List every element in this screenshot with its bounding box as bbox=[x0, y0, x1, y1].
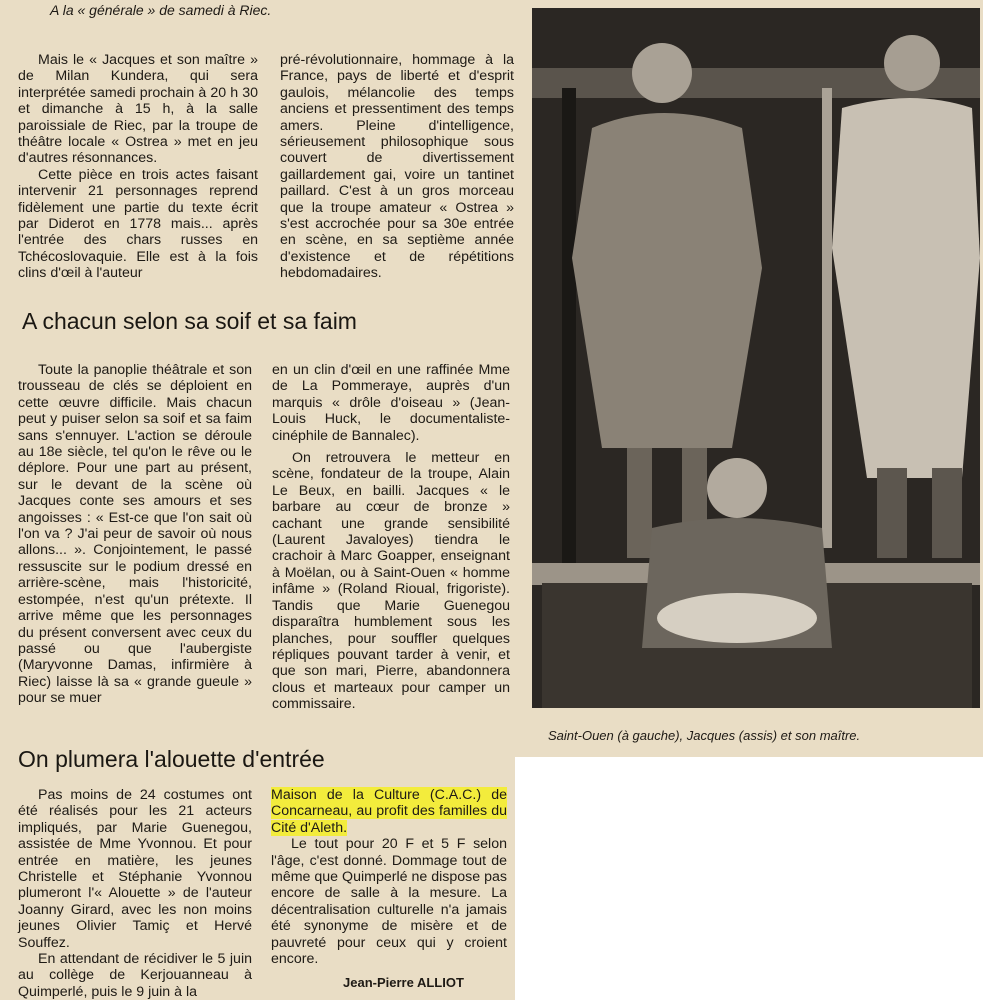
paragraph: Mais le « Jacques et son maître » de Milan Kundera, qui sera interprétée samedi prochain à 20 h 30 et dimanche à 15 h, à la salle paroissiale de Riec, par la troupe de théâtre locale « Ostrea » met en jeu d'autres résonnances. bbox=[18, 52, 258, 167]
paragraph: Le tout pour 20 F et 5 F selon l'âge, c'est donné. Dommage tout de même que Quimperlé ne dispose pas encore de salle à la mesure. La décentralisation culturelle n'a jamais été synonyme de misère et de pauvreté pour ceux qui y croient encore. bbox=[271, 836, 507, 968]
section-heading-2: On plumera l'alouette d'entrée bbox=[18, 746, 325, 772]
section1-column-left bbox=[18, 362, 252, 707]
highlighted-text: Maison de la Culture (C.A.C.) de Concarneau, au profit des familles du Cité d'Aleth. bbox=[271, 787, 507, 836]
photo-caption: Saint-Ouen (à gauche), Jacques (assis) et son maître. bbox=[548, 728, 861, 743]
paragraph: On retrouvera le metteur en scène, fondateur de la troupe, Alain Le Beux, en bailli. Jacques « le barbare au cœur de bronze » cachant une grande sensibilité (Laurent Javaloyes) tiendra le crachoir à Marc Goapper, enseignant à Moëlan, ou à Saint-Ouen « homme infâme » (Roland Rioual, frigoriste). Tandis que Marie Guenegou disparaîtra humblement sous les planches, pour souffler quelques répliques pouvant tarder à venir, et que son mari, Pierre, abandonnera clous et marteaux pour camper un commissaire. bbox=[272, 450, 510, 713]
section2-column-right bbox=[271, 787, 507, 967]
paragraph: pré-révolutionnaire, hommage à la France, pays de liberté et d'esprit gaulois, mélancolie des temps anciens et pressentiment des temps amers. Pleine d'intelligence, sérieusement philosophique sous couvert de divertissement gaillardement gai, voire un tantinet paillard. C'est à un gros morceau que la troupe amateur « Ostrea » s'est accrochée pour sa 30e entrée en scène, en sa septième année d'existence et de répétitions hebdomadaires. bbox=[280, 52, 514, 282]
paragraph: En attendant de récidiver le 5 juin au collège de Kerjouanneau à Quimperlé, puis le 9 juin à la bbox=[18, 951, 252, 1000]
theatre-photo bbox=[532, 8, 980, 708]
blank-paper-area bbox=[515, 757, 983, 1000]
photo-caption-top: A la « générale » de samedi à Riec. bbox=[50, 2, 272, 18]
paragraph: en un clin d'œil en une raffinée Mme de La Pommeraye, auprès d'un marquis « drôle d'oiseau » (Jean-Louis Huck, le documentaliste-cinéphile de Bannalec). bbox=[272, 362, 510, 444]
intro-column-left bbox=[18, 52, 258, 282]
photo-image bbox=[532, 8, 980, 708]
paragraph: Cette pièce en trois actes faisant intervenir 21 personnages reprend fidèlement une partie du texte écrit par Diderot en 1778 mais... après l'entrée des chars russes en Tchécoslovaquie. Elle est à la fois clins d'œil à l'auteur bbox=[18, 166, 258, 282]
section-heading-1: A chacun selon sa soif et sa faim bbox=[22, 308, 357, 334]
intro-column-right bbox=[280, 52, 514, 282]
section2-column-left bbox=[18, 787, 252, 1000]
section1-column-right bbox=[272, 362, 510, 713]
paragraph: Pas moins de 24 costumes ont été réalisés pour les 21 acteurs impliqués, par Marie Guenegou, assistée de Mme Yvonnou. Et pour entrée en matière, les jeunes Christelle et Stéphanie Yvonnou plumeront l'« Alouette » de l'auteur Joanny Girard, avec les non moins jeunes Olivier Tamiç et Hervé Souffez. bbox=[18, 787, 252, 951]
paragraph: Toute la panoplie théâtrale et son trousseau de clés se déploient en cette œuvre difficile. Mais chacun peut y puiser selon sa soif et sa faim sans s'ennuyer. L'action se déroule au 18e siècle, tel qu'on le rêve ou le déplore. Pour une part au présent, sur le devant de la scène où Jacques conte ses amours et ses angoisses : « Est-ce que l'on sait où l'on va ? J'ai peur de savoir où nous allons... ». Conjointement, le passé ressuscite sur le podium dressé en arrière-scène, mais l'historicité, estompée, n'est qu'un prétexte. Il arrive même que les personnages du présent conversent avec ceux du passé ou que l'aubergiste (Maryvonne Damas, infirmière à Riec) laisse là sa « grande gueule » pour se muer bbox=[18, 362, 252, 707]
highlighted-paragraph bbox=[271, 787, 507, 836]
author-byline: Jean-Pierre ALLIOT bbox=[343, 975, 464, 990]
